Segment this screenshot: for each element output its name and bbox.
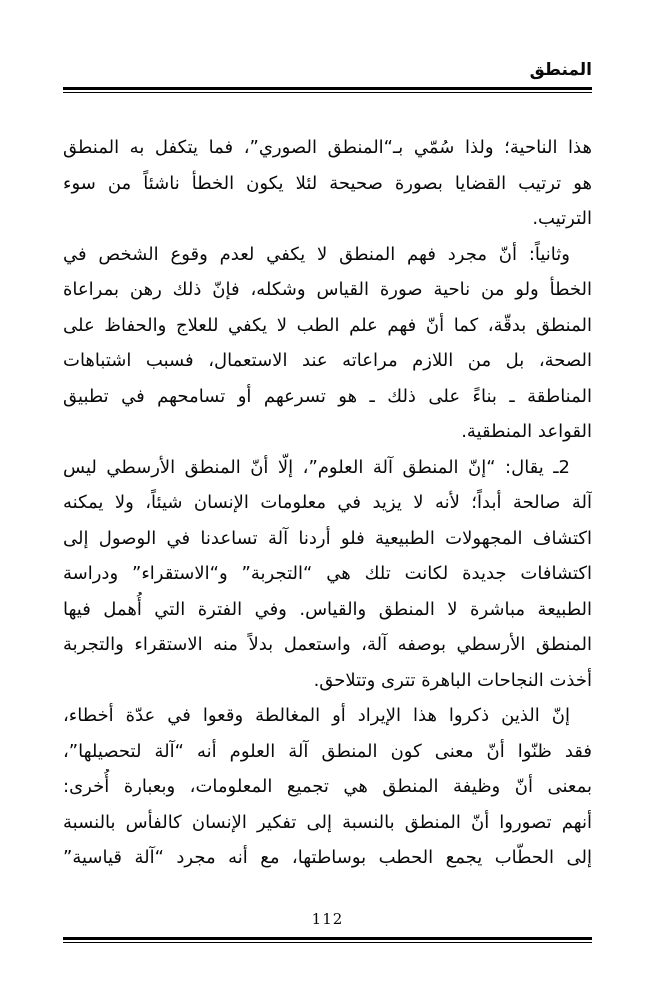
text-line: آلة صالحة أبداً؛ لأنه لا يزيد في معلومات الإنسان شيئاً، ولا يمكنه	[63, 492, 592, 513]
text-line: الترتيب.	[532, 208, 592, 229]
header-rule-thin	[63, 92, 592, 93]
header-rule-thick	[63, 87, 592, 90]
text-line: اكتشاف المجهولات الطبيعية فلو أردنا آلة تساعدنا في الوصول إلى	[63, 527, 592, 549]
text-line: إنّ الذين ذكروا هذا الإيراد أو المغالطة وقعوا في عدّة أخطاء،	[63, 705, 570, 726]
text-line: بمعنى أنّ وظيفة المنطق هي تجميع المعلومات، وبعبارة أُخرى:	[63, 776, 592, 797]
text-line: المناطقة ـ بناءً على ذلك ـ هو تسرعهم أو تسامحهم في تطبيق	[63, 385, 592, 407]
text-line: الخطأ ولو من ناحية صورة القياس وشكله، فإنّ ذلك رهن بمراعاة	[63, 279, 592, 300]
header-title: المنطق	[529, 60, 592, 80]
body-text	[63, 130, 592, 876]
text-line: المنطق بدقّة، كما أنّ فهم علم الطب لا يكفي للعلاج والحفاظ على	[63, 314, 592, 336]
text-line: أخذت النجاحات الباهرة تترى وتتلاحق.	[313, 669, 592, 691]
text-line: الطبيعة مباشرة لا المنطق والقياس. وفي الفترة التي أُهمل فيها	[63, 598, 592, 620]
text-line: 2ـ يقال: “إنّ المنطق آلة العلوم”، إلّا أنّ المنطق الأرسطي ليس	[63, 456, 570, 478]
footer-rule	[63, 937, 592, 943]
text-line: المنطق الأرسطي بوصفه آلة، واستعمل بدلاً منه الاستقراء والتجربة	[63, 634, 592, 655]
text-line: إلى الحطّاب يجمع الحطب بوساطتها، مع أنه مجرد “آلة قياسية”	[63, 847, 592, 868]
text-line: القواعد المنطقية.	[461, 421, 592, 442]
text-line: هذا الناحية؛ ولذا سُمّي بـ“المنطق الصوري”، فما يتكفل به المنطق	[63, 137, 592, 158]
footer-rule-thick	[63, 937, 592, 940]
header-rule	[63, 87, 592, 93]
text-line: فقد ظنّوا أنّ معنى كون المنطق آلة العلوم أنه “آلة لتحصيلها”،	[63, 740, 592, 762]
text-line: هو ترتيب القضايا بصورة صحيحة لئلا يكون الخطأ ناشئاً من سوء	[63, 172, 592, 194]
page-number: 112	[311, 910, 344, 928]
text-line: أنهم تصوروا أنّ المنطق بالنسبة إلى تفكير الإنسان كالفأس بالنسبة	[63, 811, 592, 833]
text-line: اكتشافات جديدة لكانت تلك هي “التجربة” و“الاستقراء” ودراسة	[63, 563, 592, 584]
text-line: وثانياً: أنّ مجرد فهم المنطق لا يكفي لعدم وقوع الشخص في	[63, 243, 570, 265]
footer-rule-thin	[63, 942, 592, 943]
text-line: الصحة، بل من اللازم مراعاته عند الاستعمال، فسبب اشتباهات	[63, 350, 592, 371]
